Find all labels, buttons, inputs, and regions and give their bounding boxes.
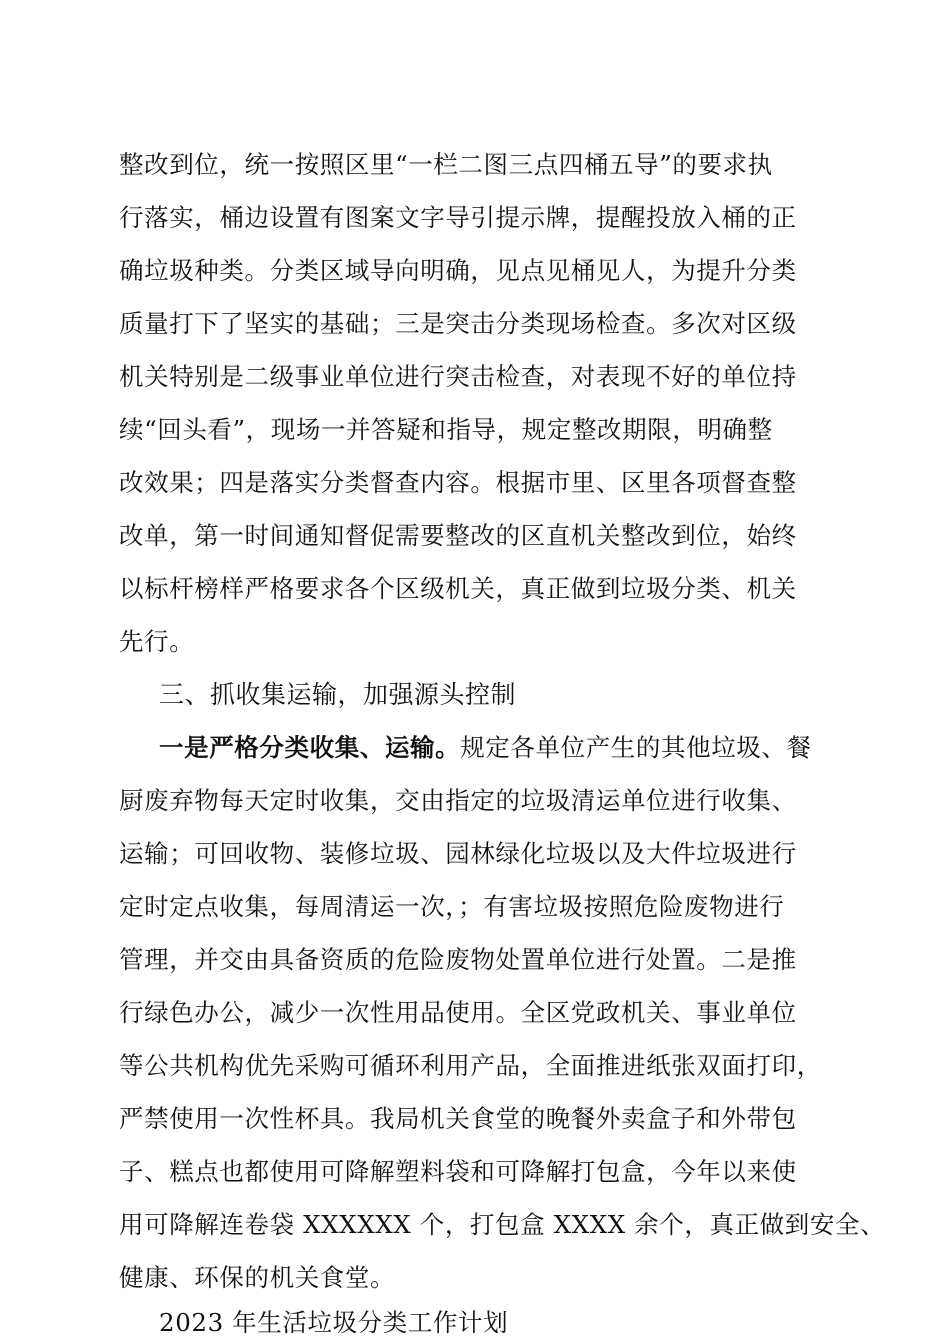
paragraph-line: 行绿色办公，减少一次性用品使用。全区党政机关、事业单位	[119, 998, 797, 1027]
paragraph-lead: 一是严格分类收集、运输。	[159, 733, 461, 762]
paragraph-line: 等公共机构优先采购可循环利用产品，全面推进纸张双面打印，	[119, 1051, 822, 1080]
paragraph-line: 以标杆榜样严格要求各个区级机关，真正做到垃圾分类、机关	[119, 574, 797, 603]
paragraph-line: 先行。	[119, 627, 195, 656]
paragraph-line: 健康、环保的机关食堂。	[119, 1263, 396, 1292]
paragraph-line: 确垃圾种类。分类区域导向明确，见点见桶见人，为提升分类	[119, 256, 797, 285]
section-heading: 三、抓收集运输，加强源头控制	[159, 680, 517, 709]
document-title: 2023 年生活垃圾分类工作计划	[159, 1308, 509, 1337]
paragraph-line: 子、糕点也都使用可降解塑料袋和可降解打包盒，今年以来使	[119, 1157, 797, 1186]
paragraph-line-rest: 规定各单位产生的其他垃圾、餐	[460, 733, 812, 762]
paragraph-line: 质量打下了坚实的基础；三是突击分类现场检查。多次对区级	[119, 309, 797, 338]
paragraph-line: 用可降解连卷袋 XXXXXX 个，打包盒 XXXX 余个，真正做到安全、	[119, 1210, 886, 1239]
paragraph-line: 运输；可回收物、装修垃圾、园林绿化垃圾以及大件垃圾进行	[119, 839, 797, 868]
paragraph-line: 改单，第一时间通知督促需要整改的区直机关整改到位，始终	[119, 521, 797, 550]
paragraph-line: 整改到位，统一按照区里“一栏二图三点四桶五导”的要求执	[119, 150, 773, 179]
paragraph-line: 管理，并交由具备资质的危险废物处置单位进行处置。二是推	[119, 945, 797, 974]
paragraph-line: 厨废弃物每天定时收集，交由指定的垃圾清运单位进行收集、	[119, 786, 797, 815]
paragraph-line: 定时定点收集，每周清运一次，；有害垃圾按照危险废物进行	[119, 892, 785, 921]
paragraph-line: 严禁使用一次性杯具。我局机关食堂的晚餐外卖盒子和外带包	[119, 1104, 797, 1133]
paragraph-line: 改效果；四是落实分类督查内容。根据市里、区里各项督查整	[119, 468, 797, 497]
paragraph-first-line	[159, 731, 879, 765]
paragraph-line: 机关特别是二级事业单位进行突击检查，对表现不好的单位持	[119, 362, 797, 391]
paragraph-line: 续“回头看”，现场一并答疑和指导，规定整改期限，明确整	[119, 415, 773, 444]
paragraph-line: 行落实，桶边设置有图案文字导引提示牌，提醒投放入桶的正	[119, 203, 797, 232]
